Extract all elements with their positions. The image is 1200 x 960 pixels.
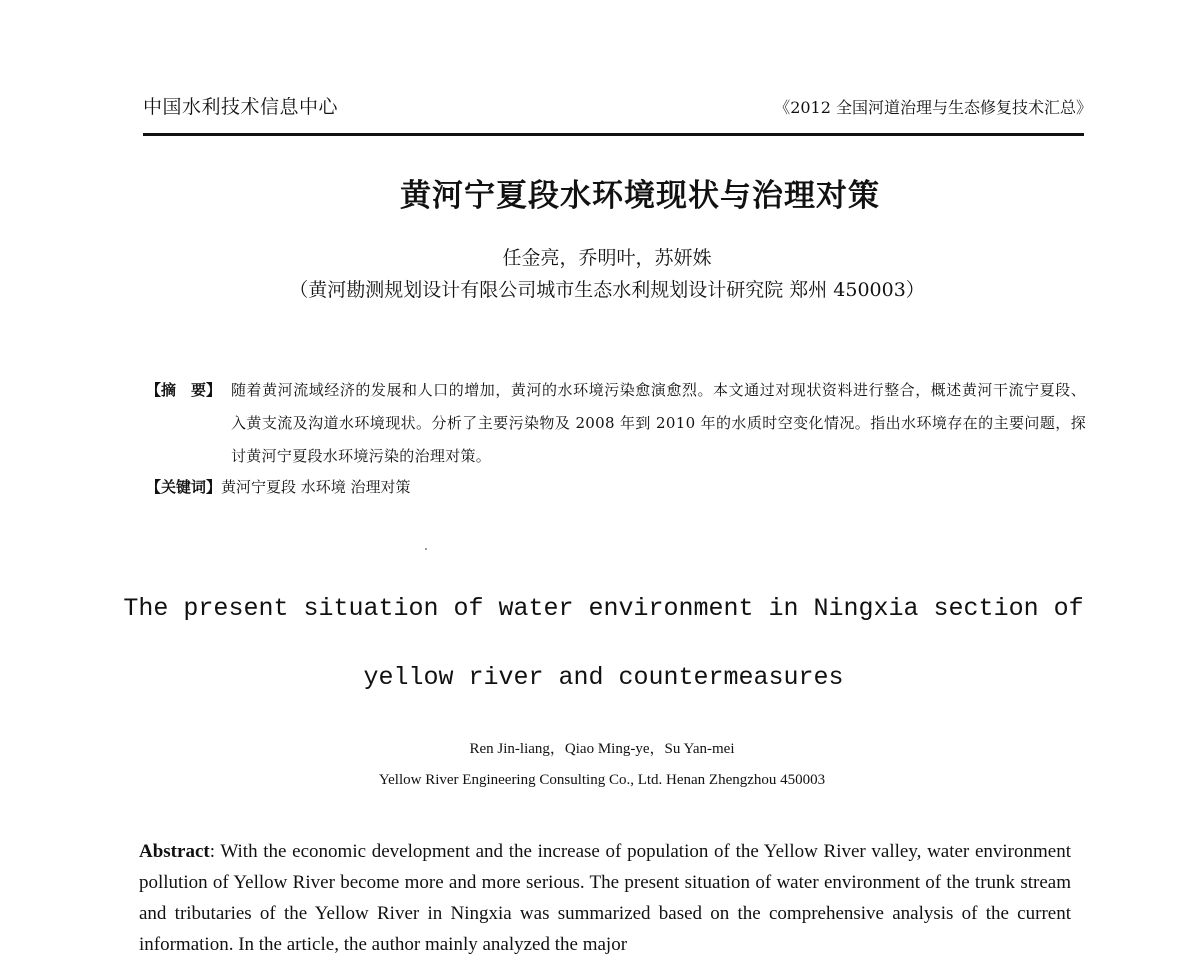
chinese-keywords-label: 【关键词】 [146,478,222,496]
chinese-authors: 任金亮，乔明叶，苏妍姝 [502,247,712,269]
chinese-keywords-body: 黄河宁夏段 水环境 治理对策 [221,478,411,496]
english-title-line2: yellow river and countermeasures [363,663,844,692]
chinese-abstract-body: 随着黄河流域经济的发展和人口的增加，黄河的水环境污染愈演愈烈。本文通过对现状资料进行整合，概述黄河干流宁夏段、入黄支流及沟道水环境现状。分析了主要污染物及 2008 年到 2010 年的水质时空变化情况。指出水环境存在的主要问题，探讨黄河宁夏段水环境污染的治理对策。 [231,381,1086,465]
english-abstract-label: Abstract [139,841,210,862]
chinese-affiliation: （黄河勘测规划设计有限公司城市生态水利规划设计研究院 郑州 450003） [289,279,925,301]
english-abstract-body: : With the economic development and the increase of population of the Yellow River valley, water environment pollution of Yellow River become more and more serious. The present situation of water environment of the trunk stream and tributaries of the Yellow River in Ningxia was summarized based on the comprehensive analysis of the current information. In the article, the author mainly analyzed the major [139,841,1071,955]
english-title-line1: The present situation of water environment in Ningxia section of [123,594,1084,623]
chinese-abstract [146,374,1086,473]
english-abstract [139,836,1071,960]
chinese-keywords [146,476,411,497]
chinese-abstract-label: 【摘 要】 [146,381,222,399]
english-authors: Ren Jin-liang，Qiao Ming-ye，Su Yan-mei [469,741,735,757]
chinese-title: 黄河宁夏段水环境现状与治理对策 [400,178,880,214]
scan-speck [425,548,427,550]
header-rule [143,133,1084,136]
english-affiliation: Yellow River Engineering Consulting Co., Ltd. Henan Zhengzhou 450003 [378,772,826,788]
header-journal: 《2012 全国河道治理与生态修复技术汇总》 [774,98,1092,117]
header-publisher: 中国水利技术信息中心 [143,96,339,118]
